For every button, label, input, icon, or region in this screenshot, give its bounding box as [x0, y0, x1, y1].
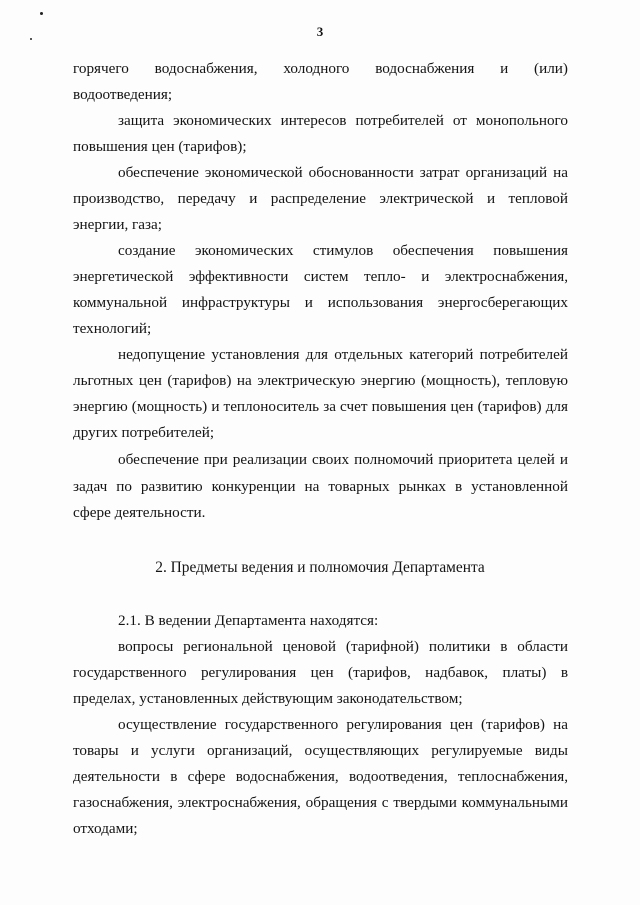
scan-speck	[40, 12, 43, 15]
text-line: государственного регулирования цен (тарифов, надбавок, платы) в	[73, 664, 568, 681]
text-line: обеспечение при реализации своих полномочий приоритета целей и	[118, 451, 568, 468]
section-heading: 2. Предметы ведения и полномочия Департамента	[155, 559, 485, 576]
text-line: товары и услуги организаций, осуществляющих регулируемые виды	[73, 742, 568, 759]
text-line: задач по развитию конкуренции на товарных рынках в установленной	[73, 478, 568, 495]
text-line: создание экономических стимулов обеспечения повышения	[118, 242, 568, 259]
scan-speck	[30, 38, 32, 40]
text-line: энергетической эффективности систем тепло- и электроснабжения,	[73, 268, 568, 285]
text-line: пределах, установленных действующим законодательством;	[73, 690, 463, 707]
text-line: отходами;	[73, 820, 138, 837]
text-line: других потребителей;	[73, 424, 215, 441]
text-line: энергии, газа;	[73, 216, 162, 233]
text-line: осуществление государственного регулирования цен (тарифов) на	[118, 716, 568, 733]
text-line: обеспечение экономической обоснованности затрат организаций на	[118, 164, 568, 181]
text-line: 2.1. В ведении Департамента находятся:	[118, 612, 379, 629]
text-line: недопущение установления для отдельных категорий потребителей	[118, 346, 568, 363]
text-line: деятельности в сфере водоснабжения, водоотведения, теплоснабжения,	[73, 768, 568, 785]
text-line: энергию (мощность) и теплоноситель за счет повышения цен (тарифов) для	[73, 398, 568, 415]
page-number: 3	[316, 24, 324, 39]
text-line: вопросы региональной ценовой (тарифной) политики в области	[118, 638, 568, 655]
text-line: газоснабжения, электроснабжения, обращения с твердыми коммунальными	[73, 794, 568, 811]
text-line: горячего водоснабжения, холодного водоснабжения и (или)	[73, 60, 568, 77]
text-line: водоотведения;	[73, 86, 173, 103]
text-line: льготных цен (тарифов) на электрическую энергию (мощность), тепловую	[73, 372, 568, 389]
text-line: производство, передачу и распределение электрической и тепловой	[73, 190, 568, 207]
text-line: повышения цен (тарифов);	[73, 138, 247, 155]
text-line: технологий;	[73, 320, 152, 337]
text-line: коммунальной инфраструктуры и использования энергосберегающих	[73, 294, 568, 311]
text-line: сфере деятельности.	[73, 504, 206, 521]
text-line: защита экономических интересов потребителей от монопольного	[118, 112, 568, 129]
